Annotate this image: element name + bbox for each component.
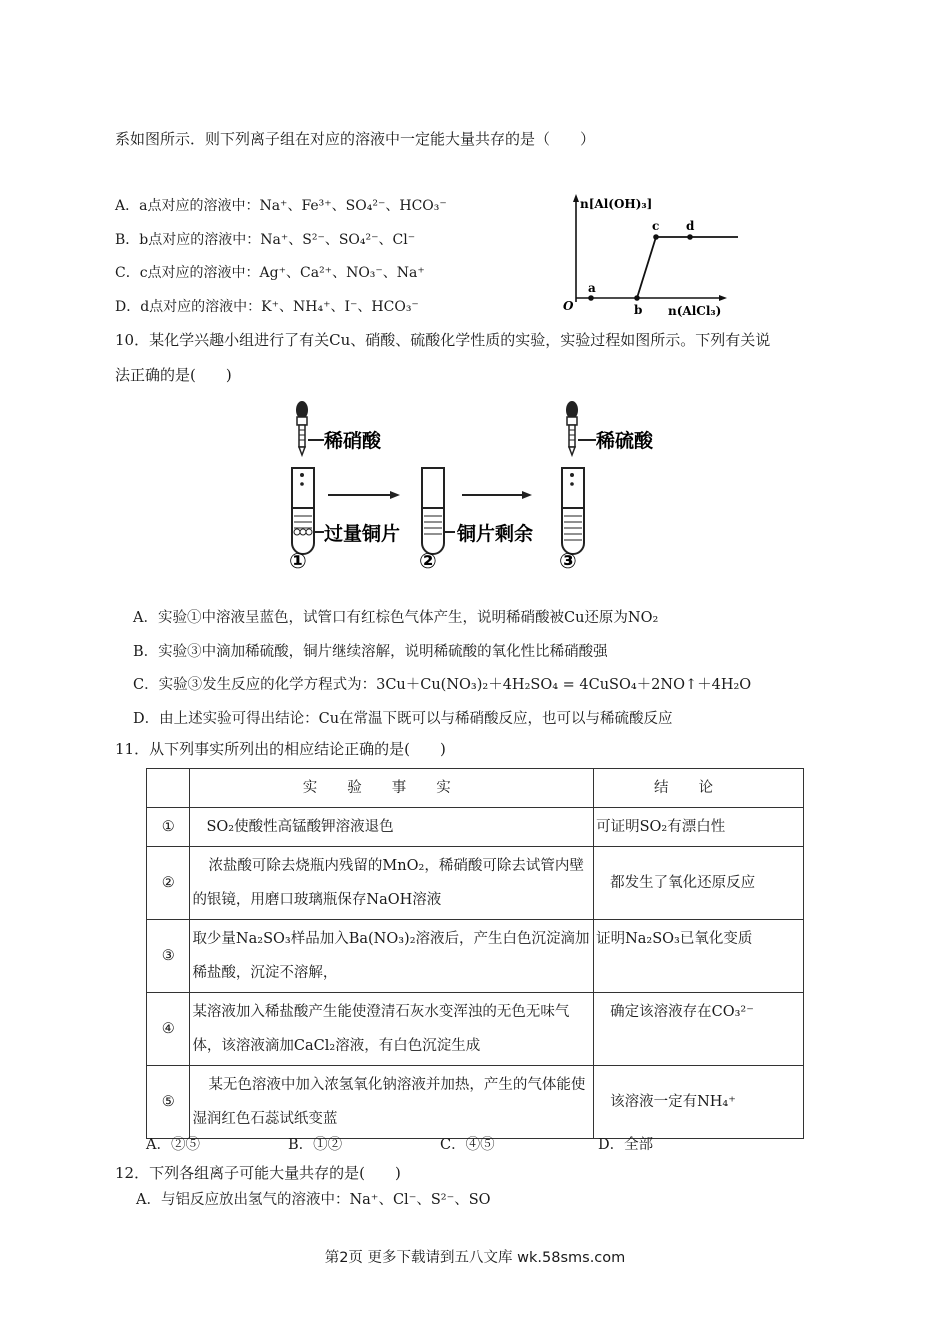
header-num-cell	[147, 769, 190, 808]
point-d	[687, 234, 693, 240]
arrow-2-head	[522, 491, 532, 499]
header-fact: 实验事实	[190, 769, 594, 808]
q9-option-b[interactable]: B．b点对应的溶液中：Na⁺、S²⁻、SO₄²⁻、Cl⁻	[115, 232, 416, 248]
q12-stem: 12．下列各组离子可能大量共存的是( )	[115, 1164, 401, 1182]
arrow-1-head	[390, 491, 400, 499]
q10-option-c[interactable]: C．实验③发生反应的化学方程式为：3Cu＋Cu(NO₃)₂＋4H₂SO₄ = 4CuSO₄＋2NO↑＋4H₂O	[133, 677, 752, 693]
q12-option-a[interactable]: A．与铝反应放出氢气的溶液中：Na⁺、Cl⁻、S²⁻、SO	[136, 1192, 491, 1208]
table-row	[147, 808, 804, 847]
tube-label-2: 铜片剩余	[457, 523, 534, 545]
row-conclusion: 都发生了氧化还原反应	[594, 847, 804, 920]
q9-option-d[interactable]: D．d点对应的溶液中：K⁺、NH₄⁺、I⁻、HCO₃⁻	[115, 299, 419, 315]
q10-option-a[interactable]: A．实验①中溶液呈蓝色，试管口有红棕色气体产生，说明稀硝酸被Cu还原为NO₂	[133, 610, 659, 626]
row-num: ⑤	[147, 1066, 190, 1139]
point-a	[588, 295, 594, 301]
row-num: ③	[147, 920, 190, 993]
point-c-label: c	[652, 219, 660, 233]
test-tube-3-icon	[562, 468, 584, 554]
y-axis-label: n[Al(OH)₃]	[580, 197, 653, 211]
dropper-1-icon	[296, 401, 324, 455]
page-footer: 第2页 更多下载请到五八文库 wk.58sms.com	[324, 1250, 626, 1266]
x-axis-arrow	[719, 295, 727, 301]
q9-option-a[interactable]: A．a点对应的溶液中：Na⁺、Fe³⁺、SO₄²⁻、HCO₃⁻	[115, 198, 447, 214]
point-a-label: a	[588, 281, 596, 295]
dropper-2-icon	[566, 401, 596, 455]
row-conclusion: 可证明SO₂有漂白性	[594, 808, 804, 847]
experiment-diagram	[280, 400, 680, 575]
tube-number-1: ①	[289, 549, 307, 573]
table-row	[147, 993, 804, 1066]
q11-answer-d[interactable]: D．全部	[598, 1137, 654, 1153]
test-tube-2-icon	[422, 468, 444, 554]
origin-label: O	[563, 299, 574, 313]
row-fact: 浓盐酸可除去烧瓶内残留的MnO₂，稀硝酸可除去试管内壁的银镜，用磨口玻璃瓶保存NaOH溶液	[190, 847, 594, 920]
row-conclusion: 证明Na₂SO₃已氧化变质	[594, 920, 804, 993]
row-fact: 取少量Na₂SO₃样品加入Ba(NO₃)₂溶液后，产生白色沉淀滴加稀盐酸，沉淀不溶解，	[190, 920, 594, 993]
x-axis-label: n(AlCl₃)	[668, 304, 722, 318]
row-num: ②	[147, 847, 190, 920]
y-axis-arrow	[573, 194, 579, 202]
row-fact: 某无色溶液中加入浓氢氧化钠溶液并加热，产生的气体能使湿润红色石蕊试纸变蓝	[190, 1066, 594, 1139]
q10-stem-line1: 10．某化学兴趣小组进行了有关Cu、硝酸、硫酸化学性质的实验，实验过程如图所示。下列有关说	[115, 331, 771, 349]
table-row	[147, 1066, 804, 1139]
tube-label-1: 过量铜片	[324, 523, 401, 545]
reagent-label-2: 稀硫酸	[596, 430, 654, 452]
aloh3-graph	[555, 190, 745, 320]
q11-answer-b[interactable]: B．①②	[288, 1137, 343, 1153]
q10-stem-line2: 法正确的是( )	[115, 366, 232, 384]
point-b	[634, 295, 640, 301]
header-conclusion: 结论	[594, 769, 804, 808]
q9-option-c[interactable]: C．c点对应的溶液中：Ag⁺、Ca²⁺、NO₃⁻、Na⁺	[115, 265, 425, 281]
tube-number-3: ③	[559, 549, 577, 573]
row-fact: 某溶液加入稀盐酸产生能使澄清石灰水变浑浊的无色无味气体，该溶液滴加CaCl₂溶液，有白色沉淀生成	[190, 993, 594, 1066]
q10-option-b[interactable]: B．实验③中滴加稀硫酸，铜片继续溶解，说明稀硫酸的氧化性比稀硝酸强	[133, 644, 608, 660]
row-num: ④	[147, 993, 190, 1066]
q9-intro: 系如图所示．则下列离子组在对应的溶液中一定能大量共存的是（ ）	[115, 130, 596, 148]
test-tube-1-icon	[292, 468, 314, 554]
q10-option-d[interactable]: D．由上述实验可得出结论：Cu在常温下既可以与稀硝酸反应，也可以与稀硫酸反应	[133, 711, 673, 727]
q11-stem: 11．从下列事实所列出的相应结论正确的是( )	[115, 740, 446, 758]
tube-number-2: ②	[419, 549, 437, 573]
q11-answer-c[interactable]: C．④⑤	[440, 1137, 495, 1153]
point-d-label: d	[686, 219, 695, 233]
q11-table	[146, 768, 804, 1139]
row-num: ①	[147, 808, 190, 847]
row-conclusion: 该溶液一定有NH₄⁺	[594, 1066, 804, 1139]
q11-answer-a[interactable]: A．②⑤	[146, 1137, 200, 1153]
point-b-label: b	[634, 303, 643, 317]
curve-segment-rise	[637, 237, 656, 298]
row-conclusion: 确定该溶液存在CO₃²⁻	[594, 993, 804, 1066]
row-fact: SO₂使酸性高锰酸钾溶液退色	[190, 808, 594, 847]
table-row	[147, 847, 804, 920]
table-header-row	[147, 769, 804, 808]
point-c	[653, 234, 659, 240]
table-row	[147, 920, 804, 993]
reagent-label-1: 稀硝酸	[324, 430, 382, 452]
